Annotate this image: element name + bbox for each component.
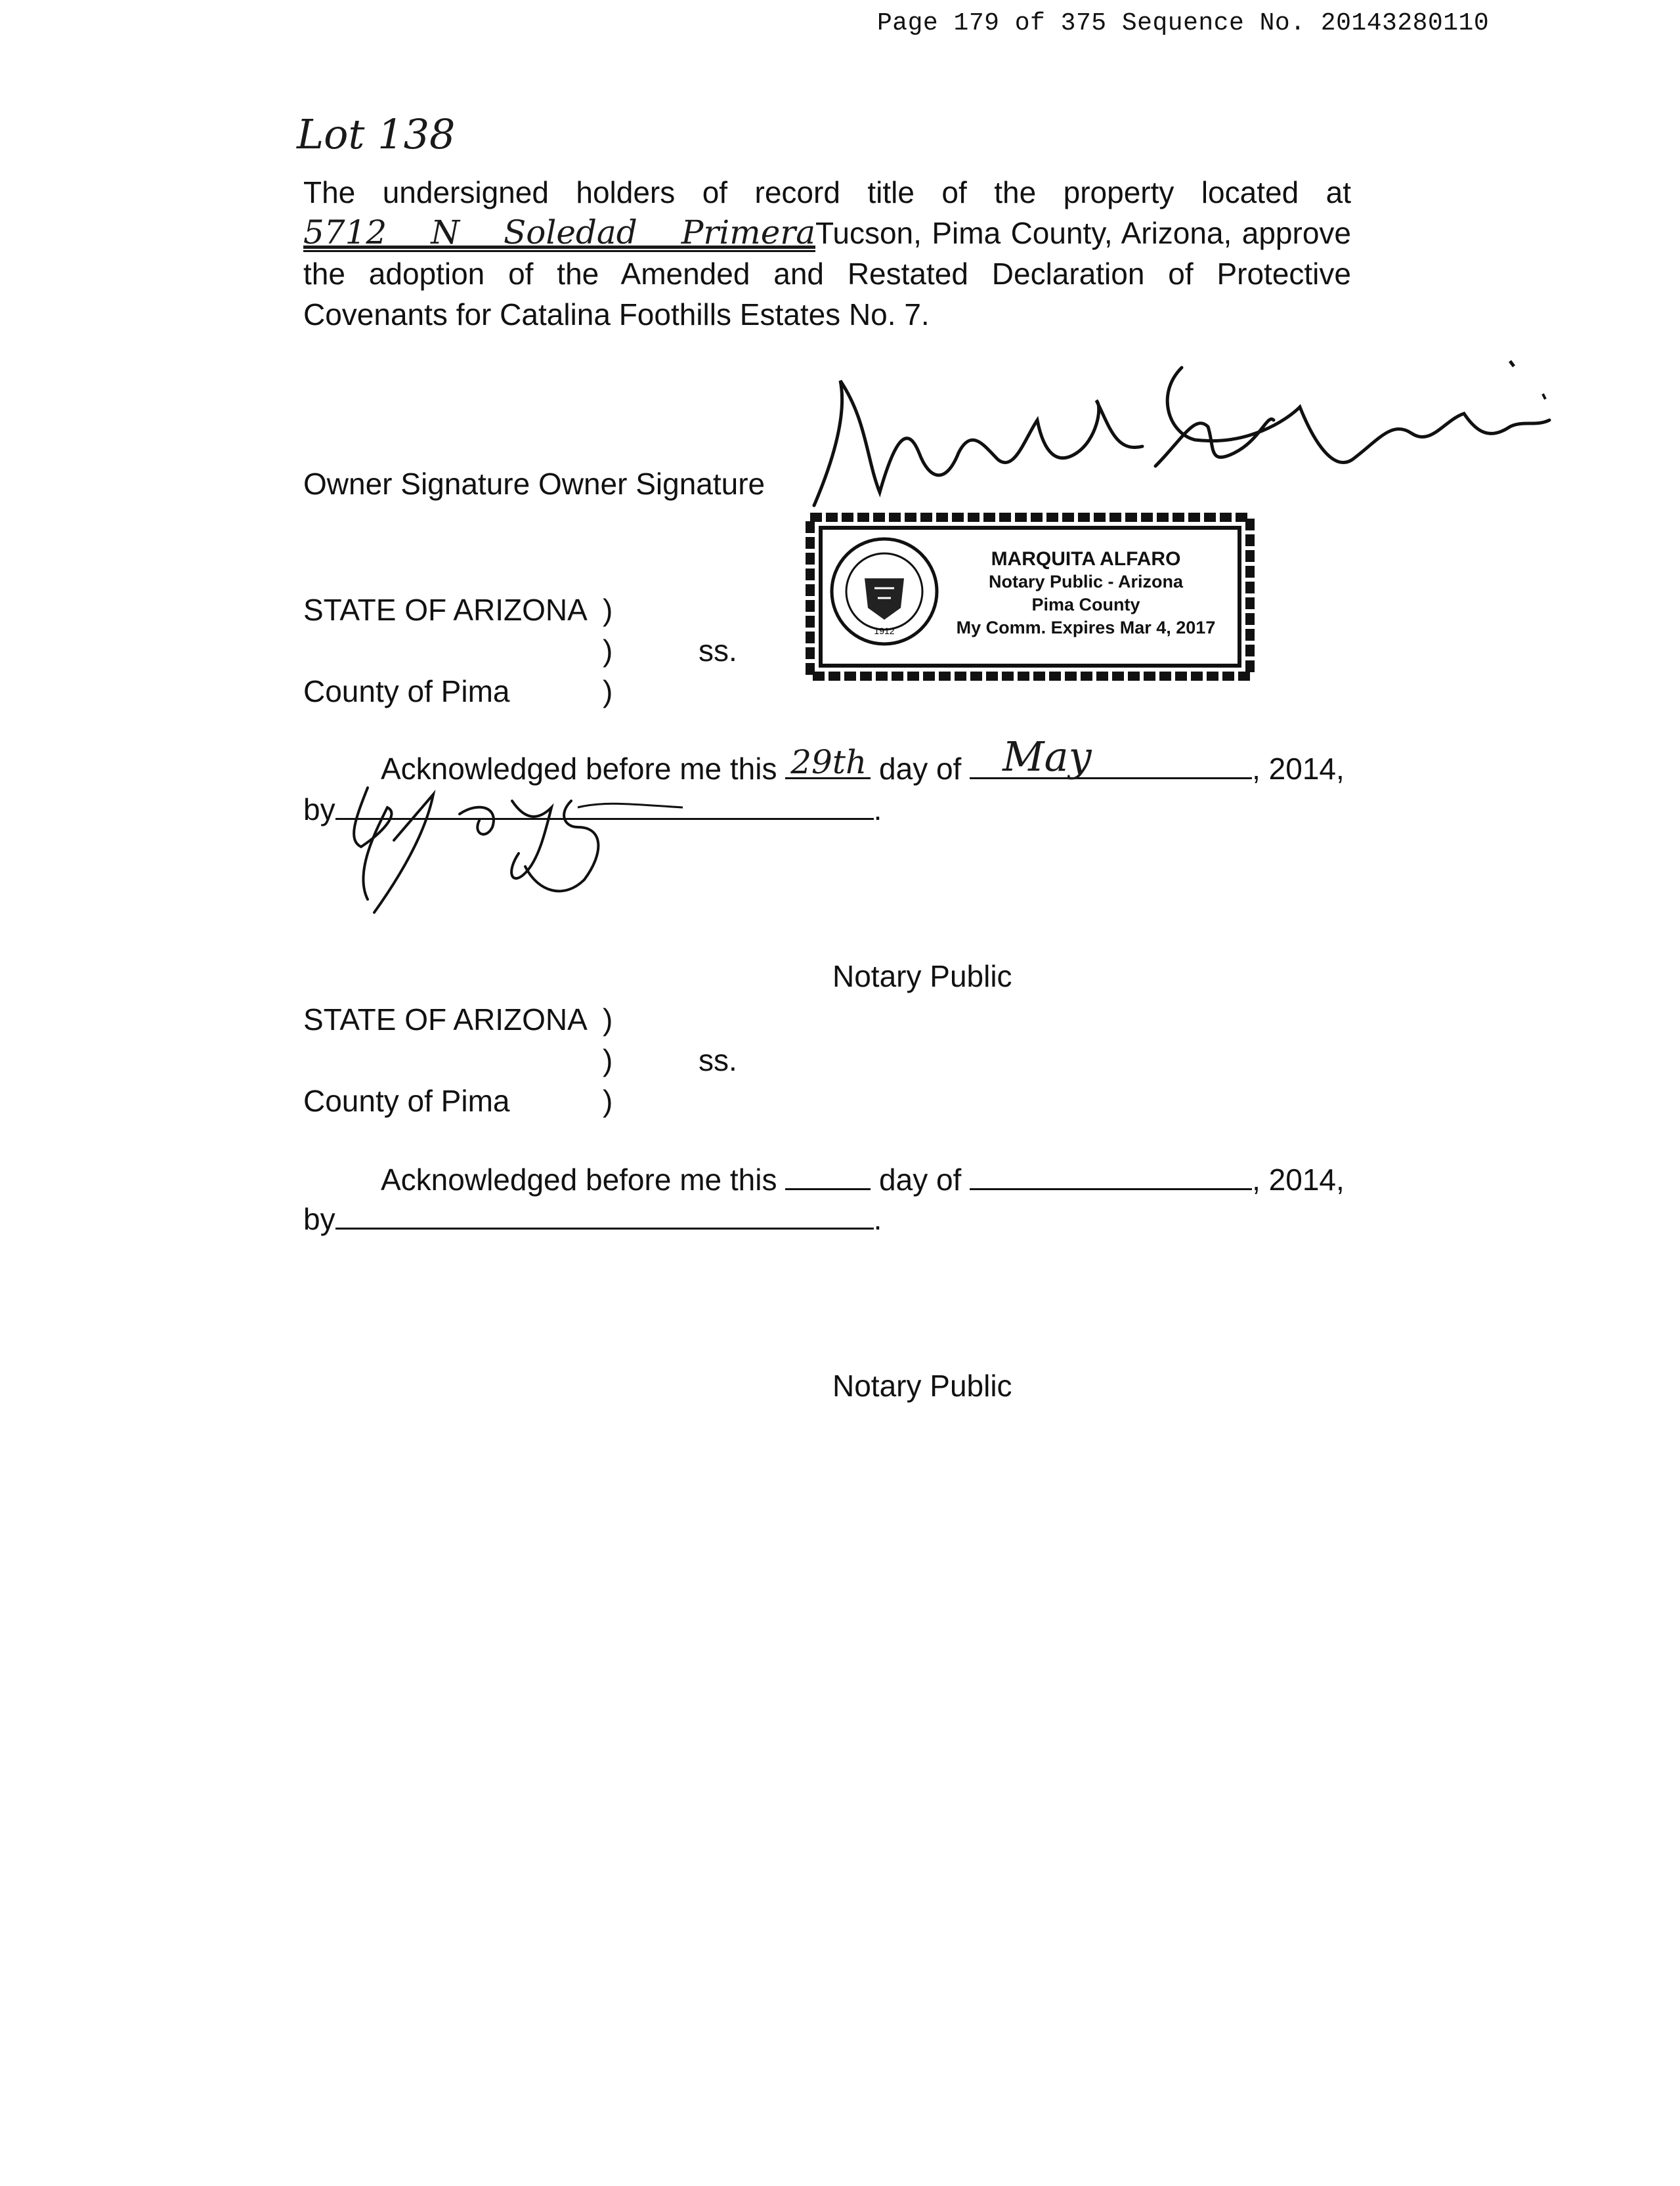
block1-month-blank bbox=[970, 733, 1252, 781]
block1-paren-1: ) bbox=[603, 593, 613, 627]
block1-year: , 2014, bbox=[1252, 752, 1345, 786]
block2-state: STATE OF ARIZONA bbox=[303, 1002, 588, 1037]
block2-paren-1: ) bbox=[603, 1002, 613, 1037]
intro-line-1: The undersigned holders of record title of the property located at bbox=[303, 175, 1351, 209]
intro-line-3: the adoption of the Amended and Restated Declaration of Protective bbox=[303, 257, 1351, 291]
intro-line-2 bbox=[303, 213, 1351, 253]
block2-county: County of Pima bbox=[303, 1084, 510, 1118]
lot-note: Lot 138 bbox=[297, 110, 456, 158]
intro-paragraph bbox=[303, 172, 1351, 335]
block2-day-blank bbox=[785, 1162, 871, 1190]
block1-paren-3: ) bbox=[603, 674, 613, 708]
block1-state: STATE OF ARIZONA bbox=[303, 593, 588, 627]
block1-notary-label: Notary Public bbox=[832, 959, 1012, 993]
block2-by-blank bbox=[335, 1201, 874, 1230]
seal-year: 1912 bbox=[874, 626, 895, 636]
notary-county: Pima County bbox=[1031, 595, 1140, 614]
block2-ack-line bbox=[381, 1159, 1345, 1200]
block1-by: by bbox=[303, 792, 335, 826]
owner-signature bbox=[788, 341, 1562, 525]
block2-year: , 2014, bbox=[1252, 1163, 1345, 1197]
block1-day-value: 29th bbox=[790, 743, 867, 781]
page-header: Page 179 of 375 Sequence No. 20143280110 bbox=[877, 9, 1490, 37]
notary-title: Notary Public - Arizona bbox=[988, 572, 1184, 591]
address-handwritten: 5712 N Soledad Primera bbox=[303, 213, 815, 251]
block2-notary-label: Notary Public bbox=[832, 1369, 1012, 1403]
block1-county: County of Pima bbox=[303, 674, 510, 708]
notary-name: MARQUITA ALFARO bbox=[991, 548, 1181, 570]
notary-expires: My Comm. Expires Mar 4, 2017 bbox=[956, 618, 1216, 637]
notary-signature bbox=[328, 755, 722, 926]
owner-signature-label: Owner Signature Owner Signature bbox=[303, 467, 765, 501]
block2-period: . bbox=[873, 1202, 882, 1236]
intro-line-4: Covenants for Catalina Foothills Estates No. 7. bbox=[303, 297, 930, 332]
block2-by-line bbox=[303, 1199, 882, 1239]
block2-ss: ss. bbox=[699, 1043, 737, 1077]
block1-month-value: May bbox=[1002, 733, 1092, 781]
block1-day-blank bbox=[785, 743, 871, 781]
block2-paren-3: ) bbox=[603, 1084, 613, 1118]
notary-stamp bbox=[804, 511, 1257, 683]
block1-ack-prefix: Acknowledged before me this bbox=[381, 752, 777, 786]
block1-ss: ss. bbox=[699, 633, 737, 668]
block1-paren-2: ) bbox=[603, 633, 613, 668]
block2-by: by bbox=[303, 1202, 335, 1236]
block2-day-of: day of bbox=[879, 1163, 962, 1197]
stamp-text bbox=[922, 547, 1250, 639]
block1-period: . bbox=[873, 792, 882, 826]
block2-ack-prefix: Acknowledged before me this bbox=[381, 1163, 777, 1197]
block2-month-blank bbox=[970, 1162, 1252, 1190]
block1-day-of: day of bbox=[879, 752, 962, 786]
intro-line-2-rest: Tucson, Pima County, Arizona, approve bbox=[815, 216, 1351, 250]
block2-paren-2: ) bbox=[603, 1043, 613, 1077]
